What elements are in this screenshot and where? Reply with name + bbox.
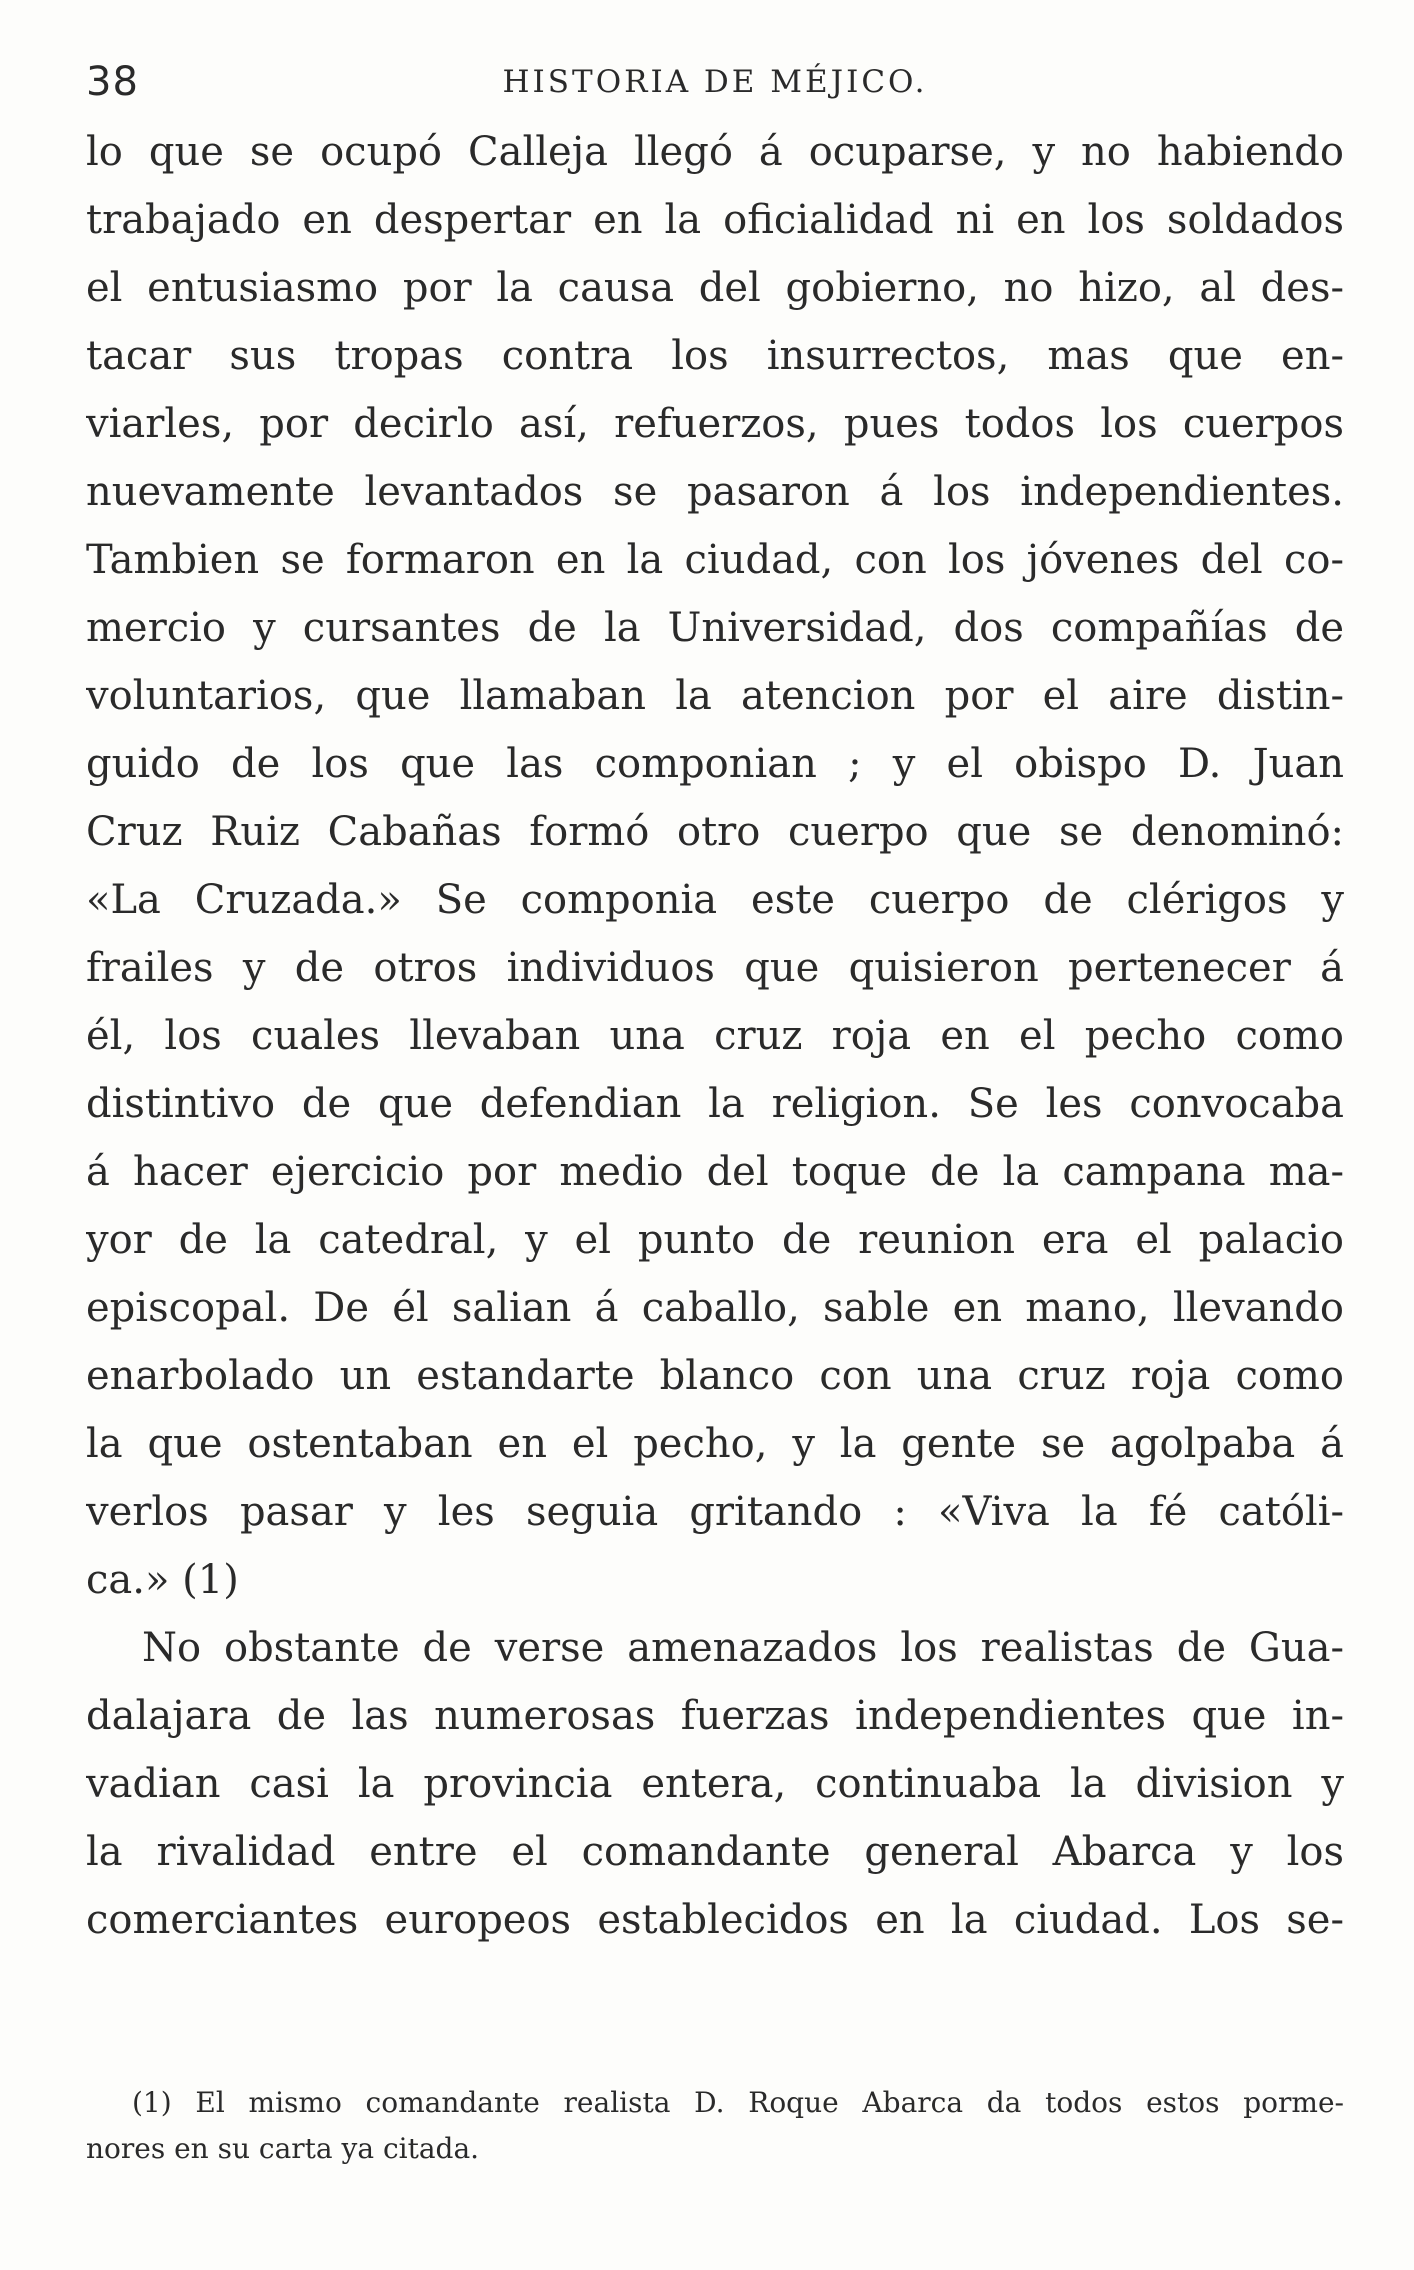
footnote-line: (1) El mismo comandante realista D. Roque Abarca da todos estos porme-: [132, 2086, 1344, 2119]
footnote-line: nores en su carta ya citada.: [86, 2132, 480, 2165]
text-line: distintivo de que defendian la religion. Se les convocaba: [86, 1081, 1344, 1127]
text-line: guido de los que las componian ; y el obispo D. Juan: [86, 741, 1344, 787]
text-line: vadian casi la provincia entera, continuaba la division y: [86, 1761, 1344, 1807]
text-line: tacar sus tropas contra los insurrectos, mas que en-: [86, 333, 1344, 379]
text-line: Tambien se formaron en la ciudad, con los jóvenes del co-: [86, 537, 1344, 583]
body-text: [86, 118, 1344, 1954]
text-line: dalajara de las numerosas fuerzas independientes que in-: [86, 1693, 1344, 1739]
text-line: él, los cuales llevaban una cruz roja en el pecho como: [86, 1013, 1344, 1059]
text-line: enarbolado un estandarte blanco con una cruz roja como: [86, 1353, 1344, 1399]
page-number: 38: [86, 59, 139, 105]
text-line: voluntarios, que llamaban la atencion por el aire distin-: [86, 673, 1344, 719]
text-line: Cruz Ruiz Cabañas formó otro cuerpo que se denominó:: [86, 809, 1344, 855]
text-line: yor de la catedral, y el punto de reunion era el palacio: [86, 1217, 1344, 1263]
text-line: ca.» (1): [86, 1557, 239, 1603]
text-line: á hacer ejercicio por medio del toque de la campana ma-: [86, 1149, 1344, 1195]
running-head: HISTORIA DE MÉJICO.: [502, 64, 928, 100]
text-line: el entusiasmo por la causa del gobierno, no hizo, al des-: [86, 265, 1344, 311]
text-line: la que ostentaban en el pecho, y la gente se agolpaba á: [86, 1421, 1344, 1467]
text-line: episcopal. De él salian á caballo, sable en mano, llevando: [86, 1285, 1344, 1331]
text-line: viarles, por decirlo así, refuerzos, pues todos los cuerpos: [86, 401, 1344, 447]
text-line: comerciantes europeos establecidos en la ciudad. Los se-: [86, 1897, 1344, 1943]
text-line: frailes y de otros individuos que quisieron pertenecer á: [86, 945, 1344, 991]
page-header: [86, 52, 1344, 112]
text-line: verlos pasar y les seguia gritando : «Viva la fé católi-: [86, 1489, 1344, 1535]
text-line: la rivalidad entre el comandante general Abarca y los: [86, 1829, 1344, 1875]
text-line: lo que se ocupó Calleja llegó á ocuparse, y no habiendo: [86, 129, 1344, 175]
footnotes: [86, 2080, 1344, 2172]
text-line: trabajado en despertar en la oficialidad ni en los soldados: [86, 197, 1344, 243]
text-line: nuevamente levantados se pasaron á los independientes.: [86, 469, 1344, 515]
text-line: «La Cruzada.» Se componia este cuerpo de clérigos y: [86, 877, 1344, 923]
text-line: No obstante de verse amenazados los realistas de Gua-: [142, 1625, 1344, 1671]
text-line: mercio y cursantes de la Universidad, dos compañías de: [86, 605, 1344, 651]
